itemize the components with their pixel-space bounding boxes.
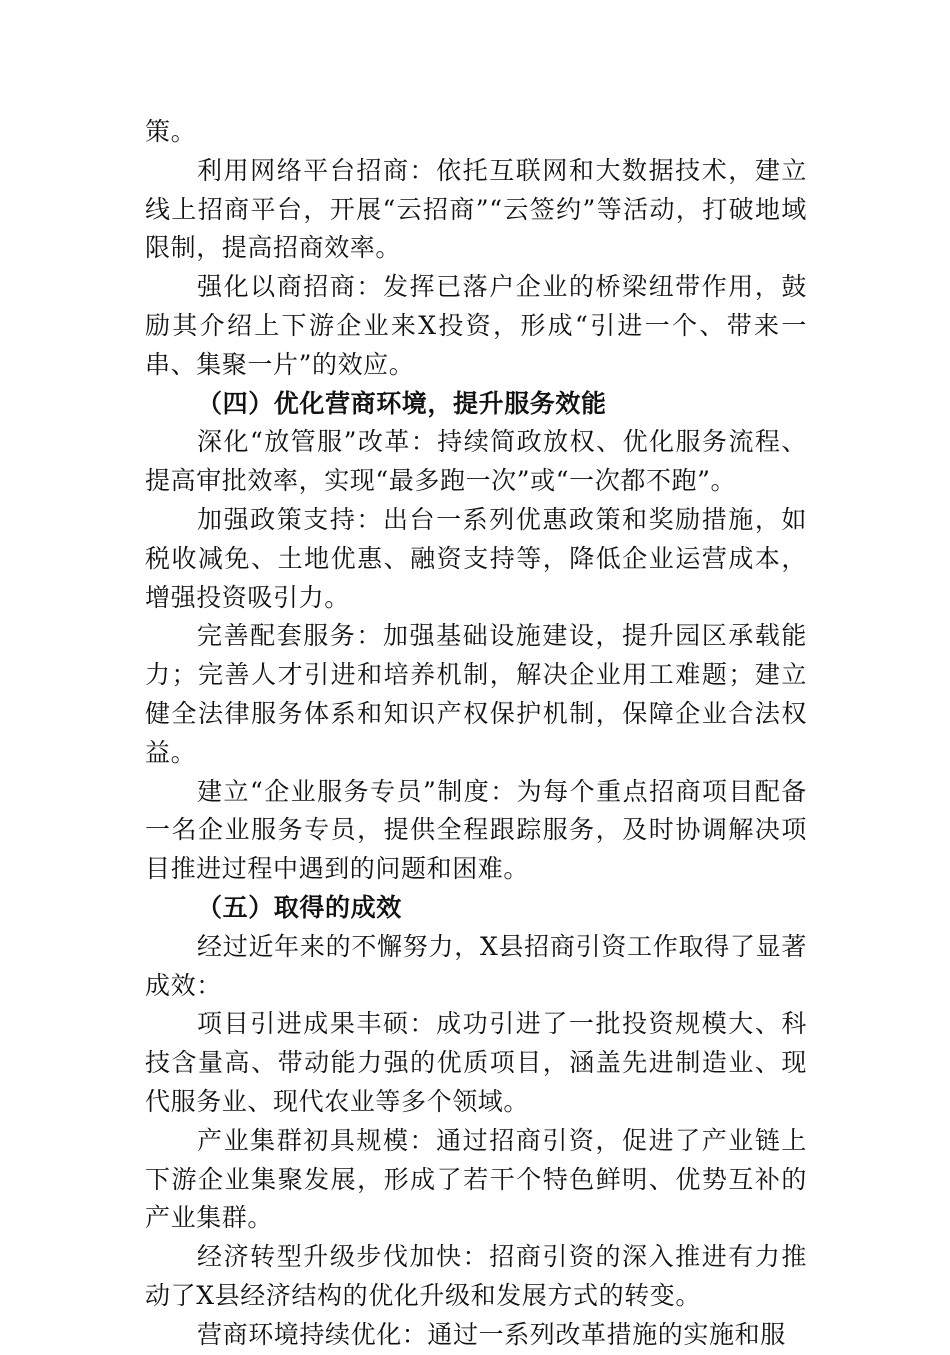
paragraph-economic-transformation: 经济转型升级步伐加快：招商引资的深入推进有力推动了X县经济结构的优化升级和发展方式的转变。 [145,1242,807,1310]
paragraph-continuation: 策。 [145,117,197,146]
paragraph-business-attraction: 强化以商招商：发挥已落户企业的桥梁纽带作用，鼓励其介绍上下游企业来X投资，形成“引进一个、带来一串、集聚一片”的效应。 [145,272,807,379]
paragraph-service-commissioner: 建立“企业服务专员”制度：为每个重点招商项目配备一名企业服务专员，提供全程跟踪服务，及时协调解决项目推进过程中遇到的问题和困难。 [145,776,807,884]
section-heading-4: （四）优化营商环境，提升服务效能 [197,388,607,418]
paragraph-policy-support: 加强政策支持：出台一系列优惠政策和奖励措施，如税收减免、土地优惠、融资支持等，降低企业运营成本，增强投资吸引力。 [145,504,807,612]
paragraph-supporting-services: 完善配套服务：加强基础设施建设，提升园区承载能力；完善人才引进和培养机制，解决企业用工难题；建立健全法律服务体系和知识产权保护机制，保障企业合法权益。 [145,621,807,767]
paragraph-industrial-clusters: 产业集群初具规模：通过招商引资，促进了产业链上下游企业集聚发展，形成了若干个特色鲜明、优势互补的产业集群。 [145,1125,807,1233]
paragraph-project-introduction: 项目引进成果丰硕：成功引进了一批投资规模大、科技含量高、带动能力强的优质项目，涵盖先进制造业、现代服务业、现代农业等多个领域。 [145,1009,807,1116]
section-heading-5: （五）取得的成效 [197,892,402,922]
paragraph-business-environment: 营商环境持续优化：通过一系列改革措施的实施和服 [197,1319,786,1349]
paragraph-achievements-intro: 经过近年来的不懈努力，X县招商引资工作取得了显著成效： [145,931,807,1000]
paragraph-online-platform: 利用网络平台招商：依托互联网和大数据技术，建立线上招商平台，开展“云招商”“云签约”等活动，打破地域限制，提高招商效率。 [145,155,807,263]
document-body [145,113,807,1355]
paragraph-reform: 深化“放管服”改革：持续简政放权、优化服务流程、提高审批效率，实现“最多跑一次”或“一次都不跑”。 [145,427,807,496]
